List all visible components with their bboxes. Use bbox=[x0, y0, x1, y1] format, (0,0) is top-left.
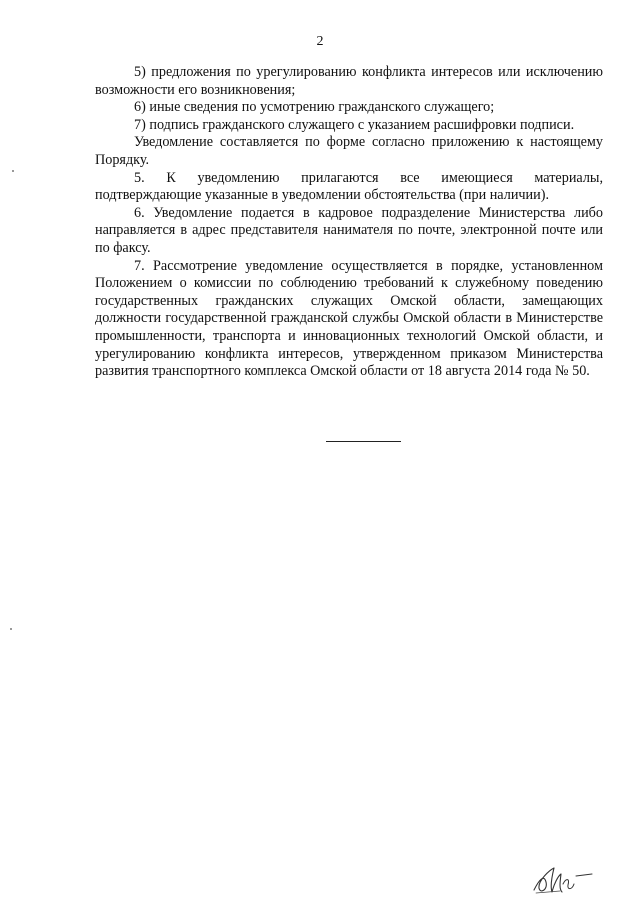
paragraph-item-7-signature: 7) подпись гражданского служащего с указанием расшифровки подписи. bbox=[134, 116, 575, 133]
margin-mark bbox=[10, 628, 12, 630]
paragraph-clause-7: 7. Рассмотрение уведомление осуществляется в порядке, установленном Положением о комиссии по соблюдению требований к служебному поведению государственных гражданских служащих Омской области, замещающих должности государственной гражданской службы Омской области в Министерстве промышленности, транспорта и инновационных технологий Омской области, и урегулированию конфликта интересов, утвержденном приказом Министерства развития транспортного комплекса Омской области от 18 августа 2014 года № 50. bbox=[95, 257, 603, 380]
document-body bbox=[95, 64, 603, 381]
paragraph-item-6-other-info: 6) иные сведения по усмотрению гражданского служащего; bbox=[134, 99, 495, 116]
paragraph-item-5-proposals: 5) предложения по урегулированию конфликта интересов или исключению возможности его возникновения; bbox=[95, 64, 603, 98]
margin-mark bbox=[12, 170, 14, 172]
closing-divider bbox=[326, 441, 401, 442]
page-number: 2 bbox=[316, 34, 324, 49]
paragraph-notice-form: Уведомление составляется по форме согласно приложению к настоящему Порядку. bbox=[95, 134, 603, 168]
signature-mark bbox=[530, 862, 600, 898]
paragraph-clause-6: 6. Уведомление подается в кадровое подразделение Министерства либо направляется в адрес представителя нанимателя по почте, электронной почте или по факсу. bbox=[95, 204, 603, 256]
paragraph-clause-5: 5. К уведомлению прилагаются все имеющиеся материалы, подтверждающие указанные в уведомлении обстоятельства (при наличии). bbox=[95, 169, 603, 204]
